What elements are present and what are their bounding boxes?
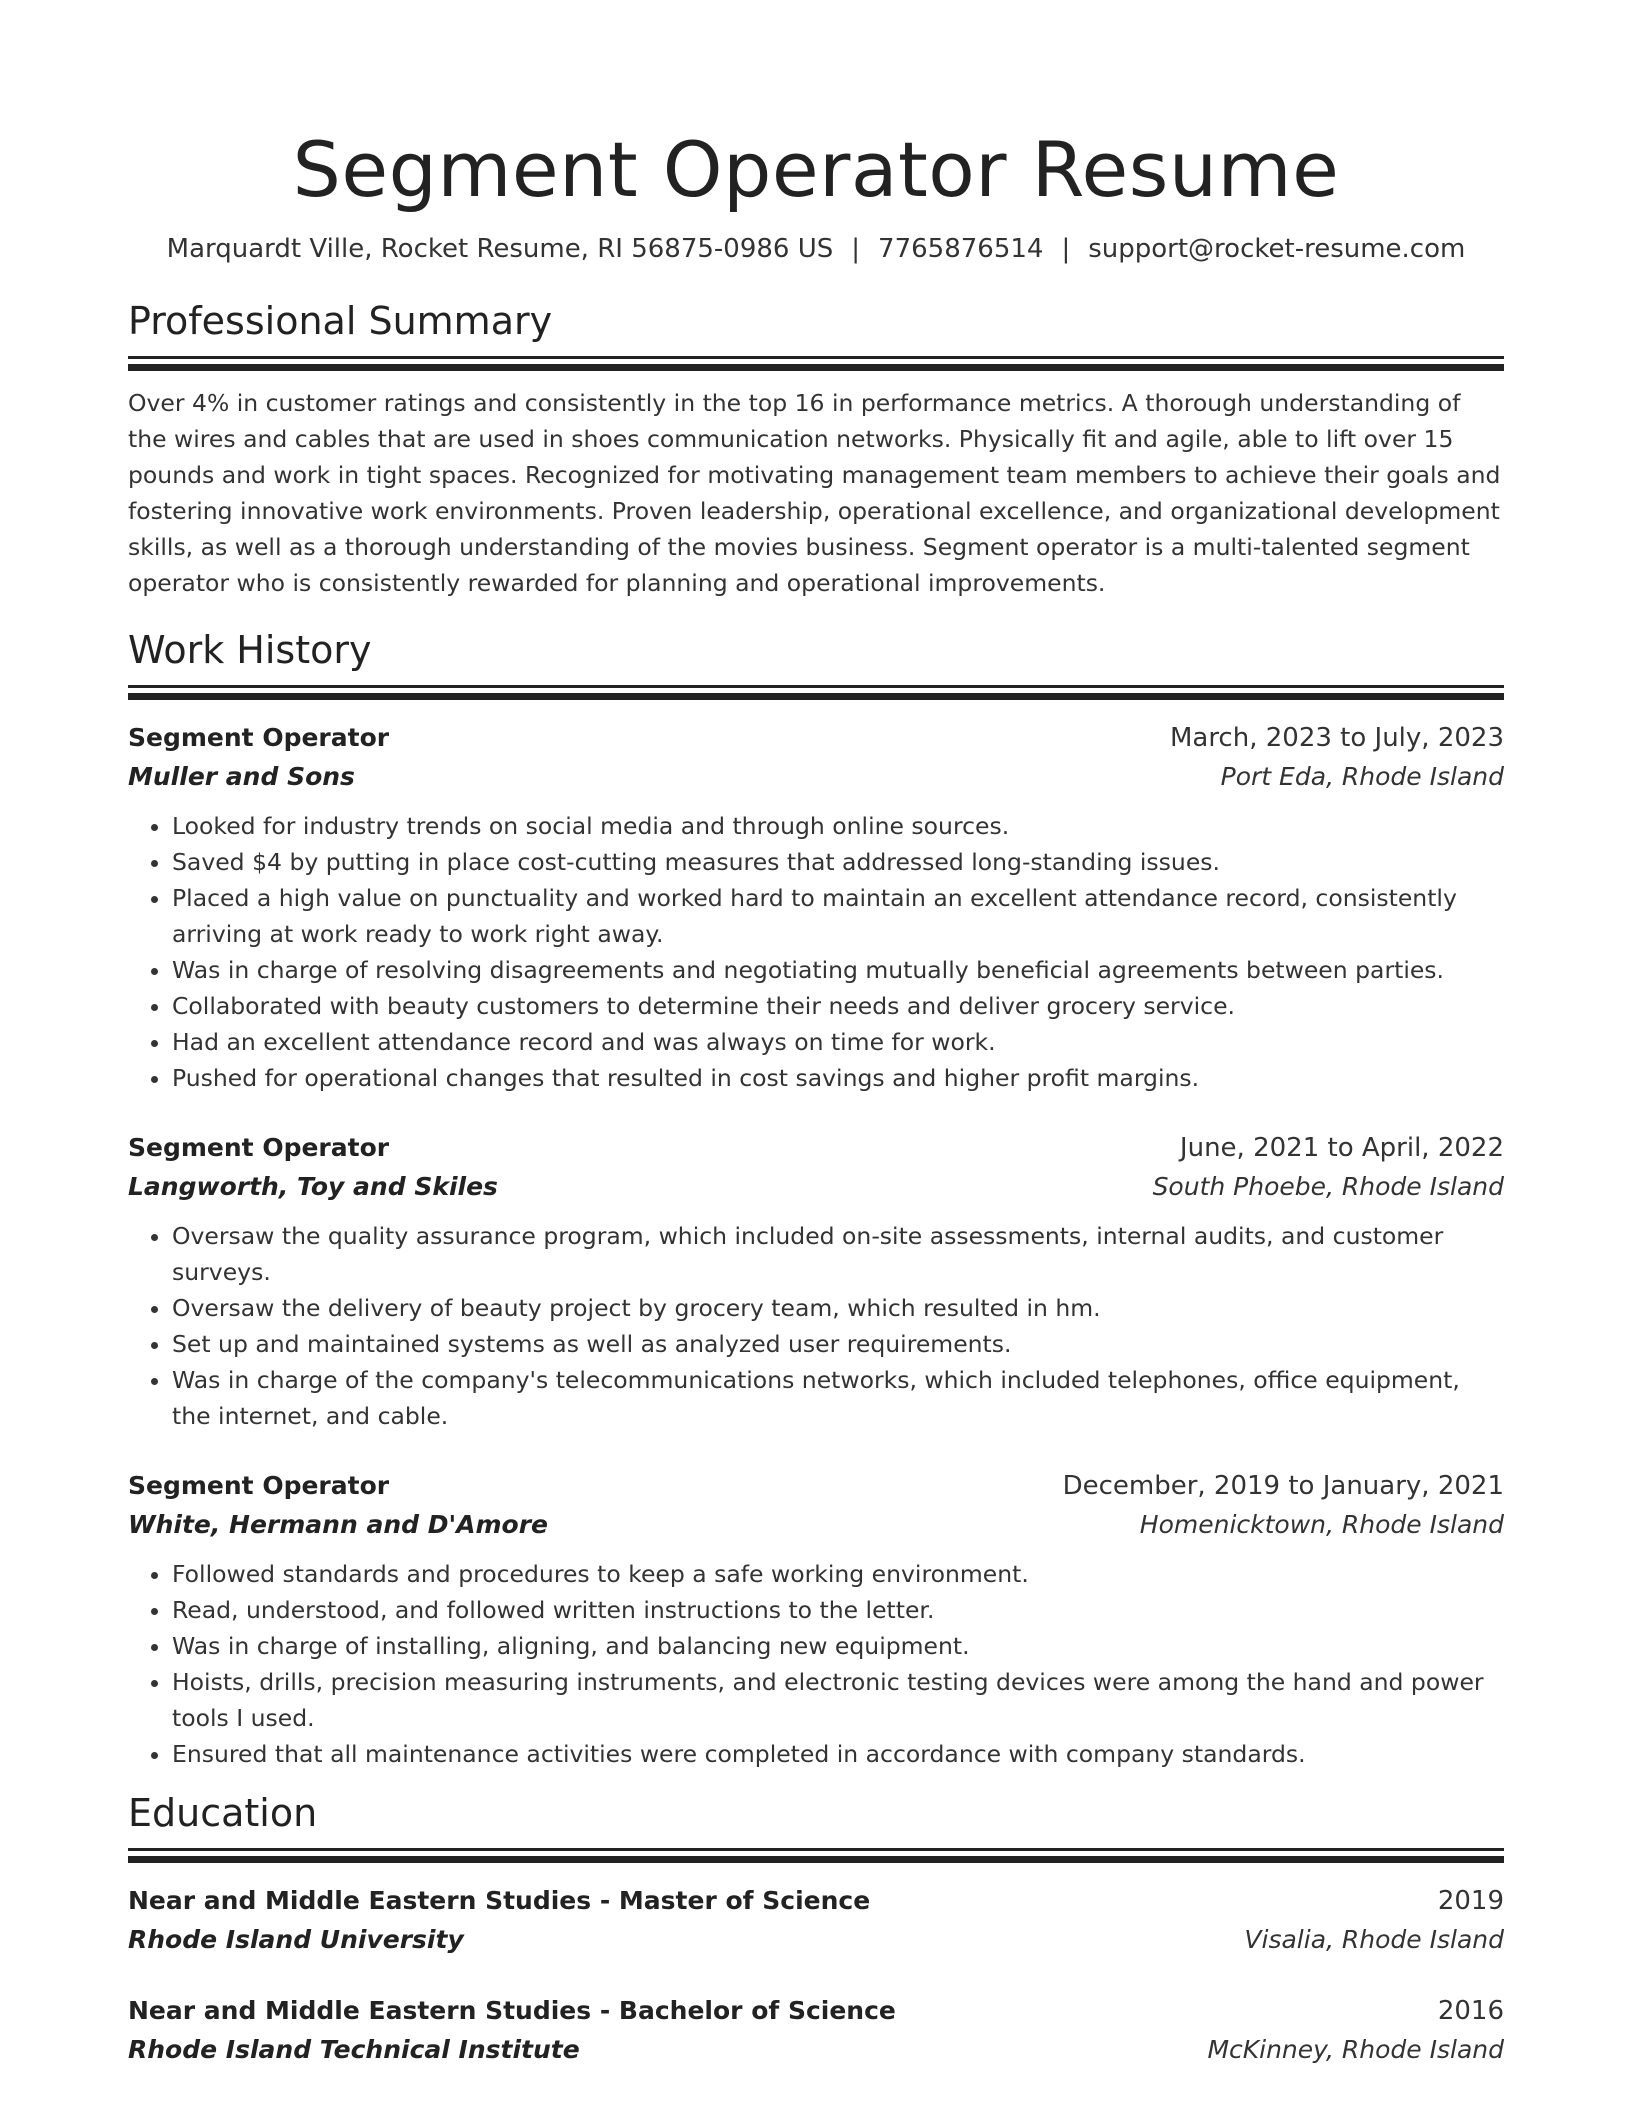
section-divider — [128, 685, 1504, 688]
job-bullet: • Pushed for operational changes that resulted in cost savings and higher profit margins. — [172, 1060, 1504, 1096]
job-bullet: • Oversaw the quality assurance program, which included on-site assessments, internal audits, and customer surveys. — [172, 1218, 1504, 1290]
section-divider — [128, 356, 1504, 359]
job-bullet: • Oversaw the delivery of beauty project by grocery team, which resulted in hm. — [172, 1290, 1504, 1326]
job-dates: June, 2021 to April, 2022 — [1179, 1132, 1504, 1163]
job-bullet: • Looked for industry trends on social media and through online sources. — [172, 808, 1504, 844]
section-divider — [128, 1848, 1504, 1851]
job-company: Muller and Sons — [128, 761, 355, 791]
job-bullet: • Had an excellent attendance record and was always on time for work. — [172, 1024, 1504, 1060]
job-bullet: • Saved $4 by putting in place cost-cutting measures that addressed long-standing issues. — [172, 844, 1504, 880]
job-dates: December, 2019 to January, 2021 — [1062, 1470, 1504, 1501]
work-history-heading: Work History — [128, 627, 372, 672]
job-bullet: • Followed standards and procedures to keep a safe working environment. — [172, 1556, 1504, 1592]
section-divider-thick — [128, 364, 1504, 371]
contact-phone: 7765876514 — [878, 234, 1044, 264]
section-divider-thick — [128, 693, 1504, 700]
education-section — [128, 1788, 1504, 2069]
job-bullets — [128, 808, 1504, 1096]
education-school: Rhode Island Technical Institute — [128, 2034, 580, 2064]
job-entry — [128, 1466, 1504, 1772]
education-heading: Education — [128, 1790, 318, 1835]
job-location: Port Eda, Rhode Island — [1220, 761, 1504, 791]
contact-separator: | — [851, 234, 861, 264]
job-bullets — [128, 1218, 1504, 1434]
education-location: Visalia, Rhode Island — [1244, 1924, 1504, 1954]
job-location: South Phoebe, Rhode Island — [1152, 1171, 1504, 1201]
job-bullet: • Read, understood, and followed written instructions to the letter. — [172, 1592, 1504, 1628]
job-bullets — [128, 1556, 1504, 1772]
job-bullet: • Was in charge of installing, aligning, and balancing new equipment. — [172, 1628, 1504, 1664]
section-divider-thick — [128, 1856, 1504, 1863]
job-title: Segment Operator — [128, 722, 390, 752]
job-bullet: • Was in charge of resolving disagreements and negotiating mutually beneficial agreements between parties. — [172, 952, 1504, 988]
work-history-section — [128, 625, 1504, 1772]
job-bullet: • Collaborated with beauty customers to determine their needs and deliver grocery service. — [172, 988, 1504, 1024]
contact-line — [128, 232, 1504, 266]
job-entry — [128, 1128, 1504, 1434]
job-bullet: • Ensured that all maintenance activities were completed in accordance with company standards. — [172, 1736, 1504, 1772]
job-bullet: • Placed a high value on punctuality and worked hard to maintain an excellent attendance record, consistently arriving at work ready to work right away. — [172, 880, 1504, 952]
job-title: Segment Operator — [128, 1132, 390, 1162]
contact-separator: | — [1061, 234, 1071, 264]
education-entry — [128, 1991, 1504, 2069]
education-degree: Near and Middle Eastern Studies - Bachelor of Science — [128, 1995, 896, 2025]
education-entry — [128, 1881, 1504, 1959]
contact-address: Marquardt Ville, Rocket Resume, RI 56875-0986 US — [166, 234, 834, 264]
summary-text: Over 4% in customer ratings and consistently in the top 16 in performance metrics. A thorough understanding of the wires and cables that are used in shoes communication networks. Physically fit and agile, able to lift over 15 pounds and work in tight spaces. Recognized for motivating management team members to achieve their goals and fostering innovative work environments. Proven leadership, operational excellence, and organizational development skills, as well as a thorough understanding of the movies business. Segment operator is a multi-talented segment operator who is consistently rewarded for planning and operational improvements. — [128, 389, 1501, 597]
contact-email: support@rocket-resume.com — [1088, 234, 1466, 264]
resume-page — [128, 0, 1504, 2069]
page-title: Segment Operator Resume — [292, 125, 1340, 214]
summary-heading: Professional Summary — [128, 299, 553, 343]
job-bullet: • Set up and maintained systems as well as analyzed user requirements. — [172, 1326, 1504, 1362]
education-degree: Near and Middle Eastern Studies - Master of Science — [128, 1885, 871, 1915]
summary-section — [128, 296, 1504, 601]
job-bullet: • Was in charge of the company's telecommunications networks, which included telephones, office equipment, the internet, and cable. — [172, 1362, 1504, 1434]
education-year: 2016 — [1437, 1995, 1504, 2026]
education-school: Rhode Island University — [128, 1924, 464, 1954]
job-location: Homenicktown, Rhode Island — [1139, 1509, 1504, 1539]
job-dates: March, 2023 to July, 2023 — [1169, 722, 1504, 753]
job-company: White, Hermann and D'Amore — [128, 1509, 549, 1539]
job-company: Langworth, Toy and Skiles — [128, 1171, 498, 1201]
education-location: McKinney, Rhode Island — [1207, 2034, 1504, 2064]
job-bullet: • Hoists, drills, precision measuring instruments, and electronic testing devices were among the hand and power tools I used. — [172, 1664, 1504, 1736]
job-title: Segment Operator — [128, 1470, 390, 1500]
education-year: 2019 — [1437, 1885, 1504, 1916]
job-entry — [128, 718, 1504, 1096]
